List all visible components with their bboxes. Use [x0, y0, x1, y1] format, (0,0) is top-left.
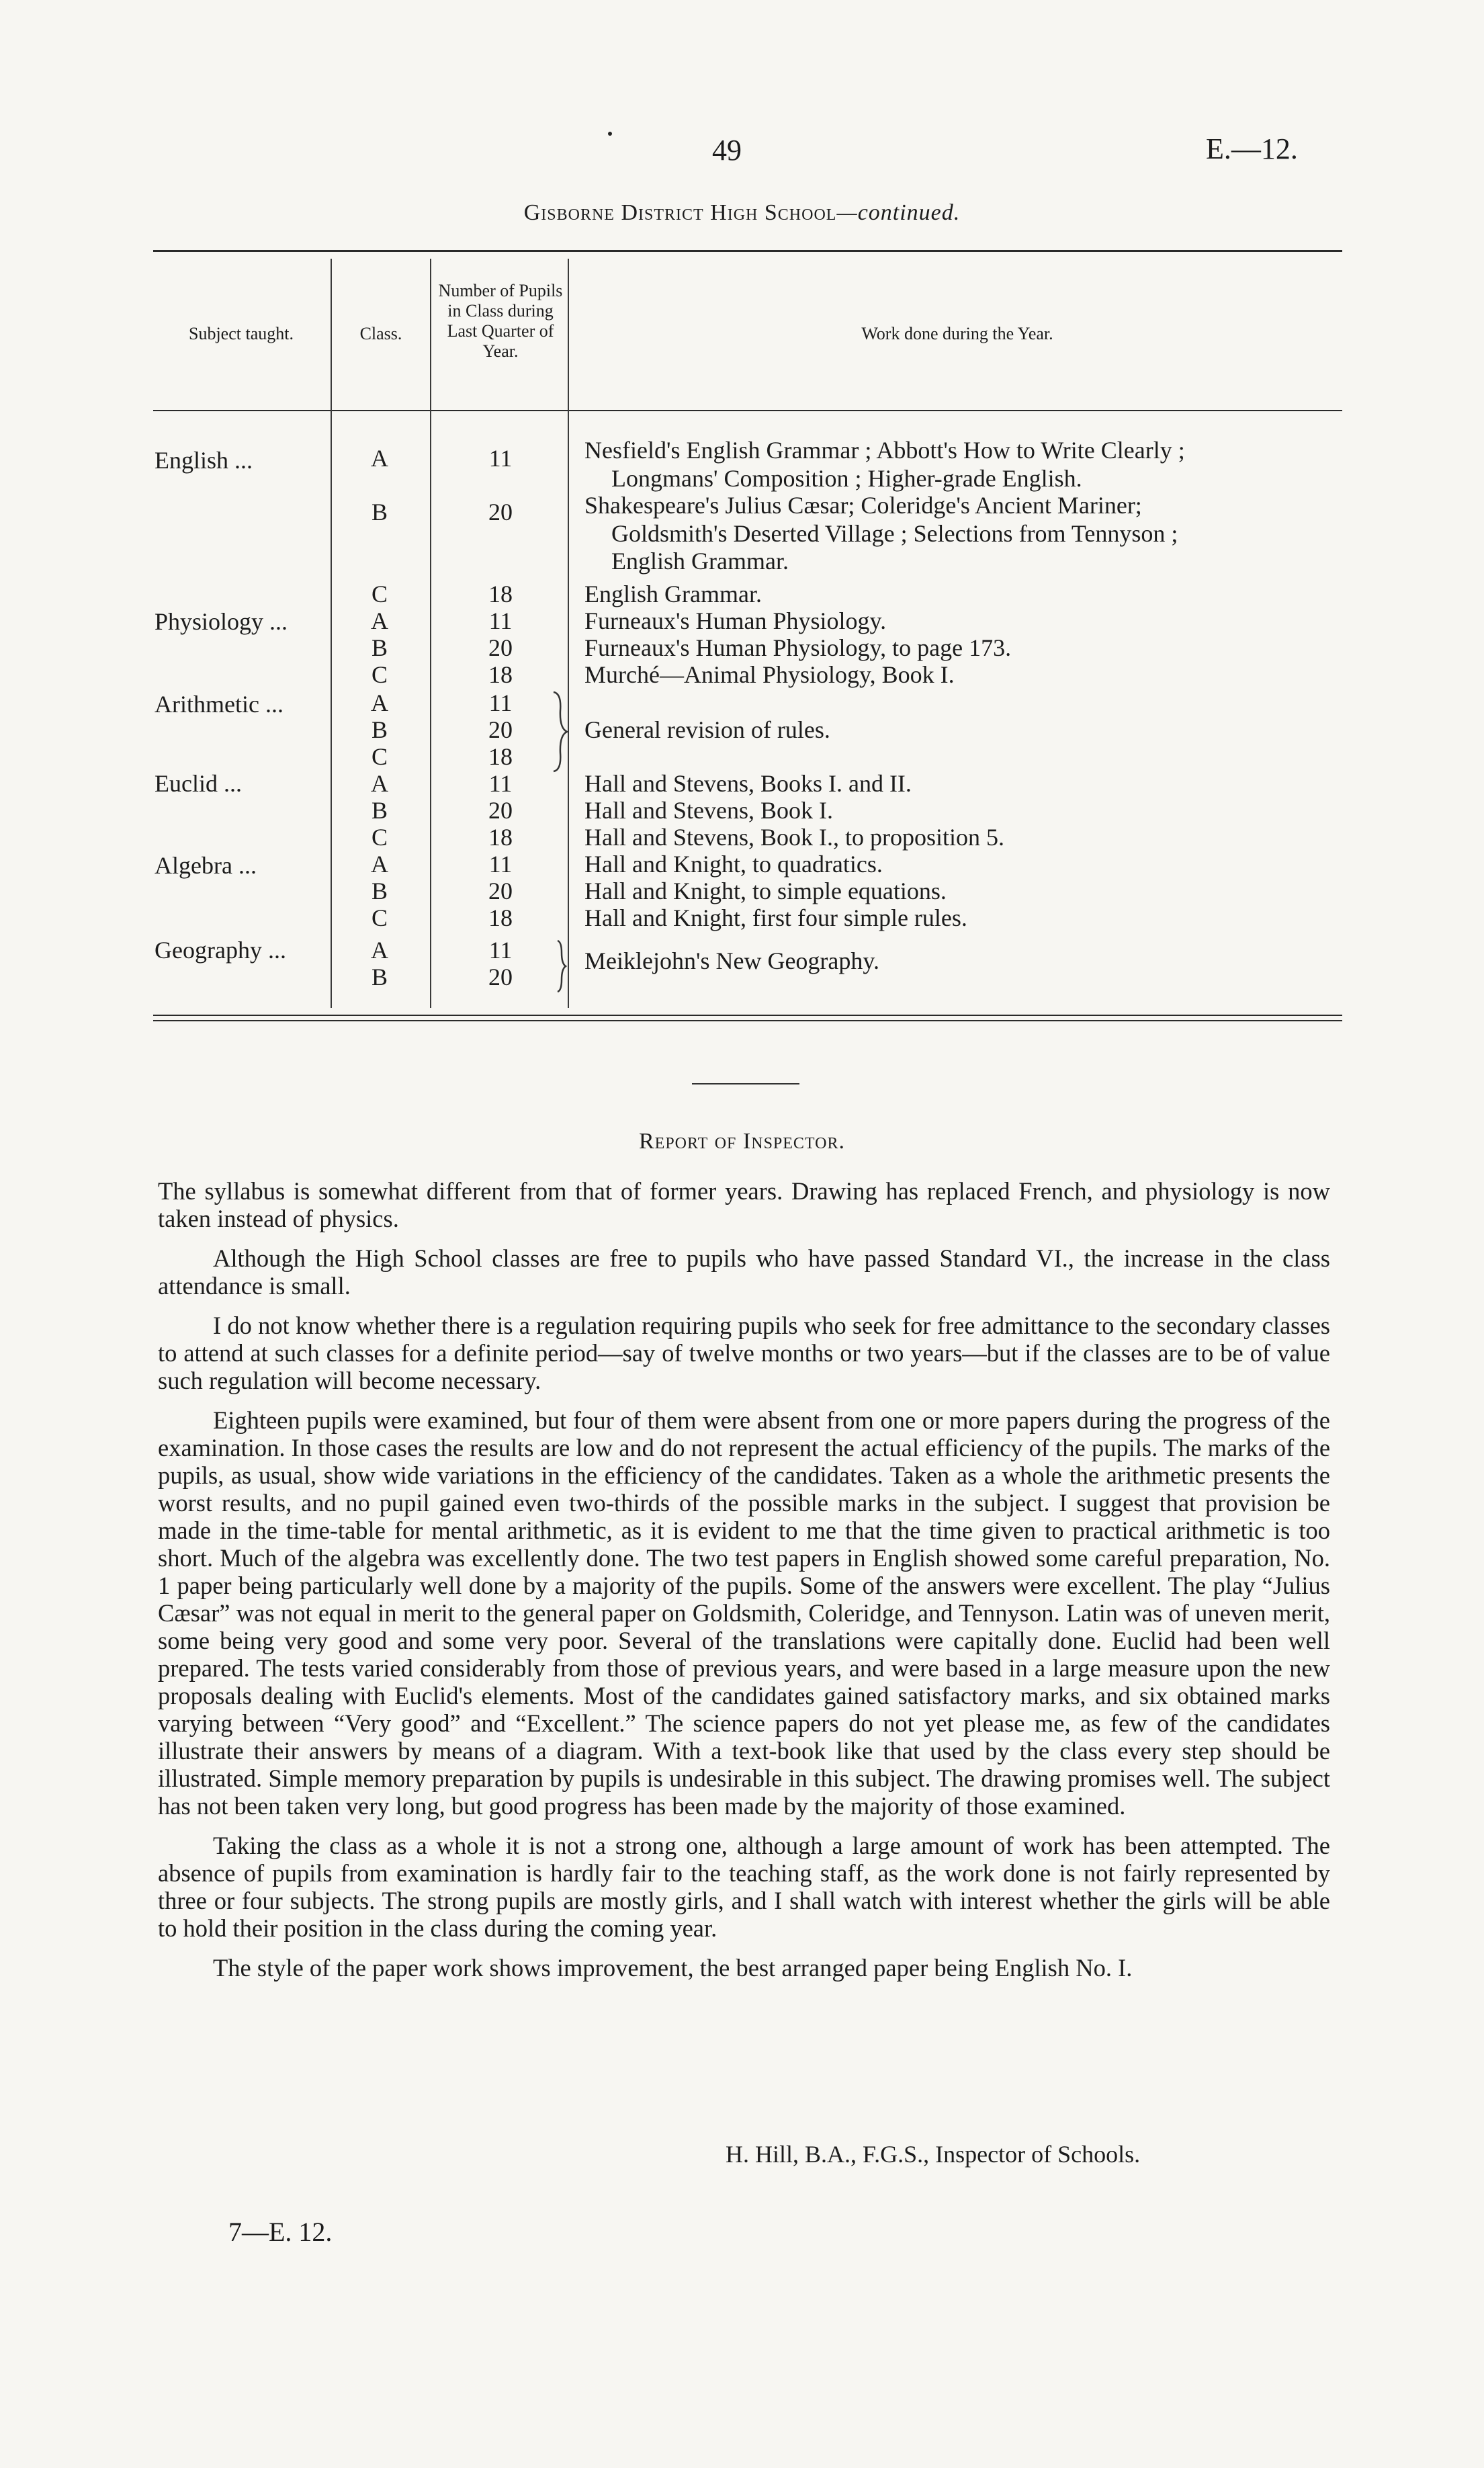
table-row-pupils: 18	[488, 824, 513, 851]
table-row-work: Furneaux's Human Physiology.	[584, 607, 887, 634]
table-row-pupils: 18	[488, 904, 513, 931]
table-row-work: Murché—Animal Physiology, Book I.	[584, 661, 955, 688]
col-header-class: Class.	[359, 324, 402, 343]
table-row-work: General revision of rules.	[584, 716, 830, 743]
report-paragraph: The syllabus is somewhat different from that of former years. Drawing has replaced French, and physiology is now taken instead of physics.	[158, 1177, 1330, 1232]
report-title	[0, 1129, 1484, 1154]
table-row-work: Furneaux's Human Physiology, to page 173.	[584, 634, 1012, 661]
table-row-work: Goldsmith's Deserted Village ; Selections from Tennyson ;	[611, 520, 1178, 547]
table-row-class: A	[371, 689, 388, 716]
table-row-class: B	[371, 716, 388, 743]
table-row-class: B	[371, 964, 388, 990]
table-row-pupils: 20	[488, 964, 513, 990]
table-row-subject: Geography ...	[155, 937, 286, 964]
col-divider-2	[430, 259, 431, 1008]
table-row-work: Nesfield's English Grammar ; Abbott's How to Write Clearly ;	[584, 437, 1185, 464]
table-row-class: B	[371, 634, 388, 661]
brace-icon	[551, 691, 571, 773]
school-name: Gisborne District High School	[523, 200, 837, 225]
report-paragraph: Eighteen pupils were examined, but four of them were absent from one or more papers during the progress of the examination. In those cases the results are low and do not represent the actual efficiency of the pupils. The marks of the pupils, as usual, show wide variations in the efficiency of the candidates. Taken as a whole the arithmetic presents the worst results, and no pupil gained even two-thirds of the possible marks in the subject. I suggest that provision be made in the time-table for mental arithmetic, as it is evident to me that the time given to practical arithmetic is too short. Much of the algebra was excellently done. The two test papers in English showed some careful preparation, No. 1 paper being particularly well done by a majority of the pupils. Some of the answers were excellent. The play “Julius Cæsar” was not equal in merit to the general paper on Goldsmith, Coleridge, and Tennyson. Latin was of uneven merit, some being very good and some very poor. Several of the translations were capitally done. Euclid had been well prepared. The tests varied considerably from those of previous years, and were based in a large measure upon the new proposals dealing with Euclid's elements. Most of the candidates gained satisfactory marks, and six obtained marks varying between “Very good” and “Excellent.” The science papers do not yet please me, as few of the candidates illustrate their answers by means of a diagram. With a text-book like that used by the class every step should be illustrated. Simple memory preparation by pupils is undesirable in this subject. The drawing promises well. The subject has not been taken very long, but good progress has been made by the majority of those examined.	[158, 1406, 1331, 1820]
table-row-work: English Grammar.	[584, 581, 762, 607]
table-row-pupils: 11	[488, 937, 513, 964]
table-row-work: Longmans' Composition ; Higher-grade English.	[611, 465, 1082, 492]
table-row-work: Hall and Knight, to simple equations.	[584, 878, 947, 904]
table-row-pupils: 11	[488, 607, 513, 634]
report-paragraph: I do not know whether there is a regulation requiring pupils who seek for free admittance to the secondary classes to attend at such classes for a definite period—say of twelve months or two years—but if the classes are to be of value such regulation will become necessary.	[158, 1312, 1330, 1394]
table-top-rule	[153, 250, 1342, 252]
report-paragraph: The style of the paper work shows improvement, the best arranged paper being English No. I.	[213, 1954, 1133, 1982]
table-row-class: C	[371, 743, 388, 770]
table-row-class: C	[371, 904, 388, 931]
table-row-pupils: 11	[488, 770, 513, 797]
table-row-work: Hall and Knight, to quadratics.	[584, 851, 883, 878]
inspector-signature: H. Hill, B.A., F.G.S., Inspector of Schools.	[726, 2141, 1141, 2168]
table-row-class: B	[371, 797, 388, 824]
table-row-pupils: 20	[488, 634, 513, 661]
print-speck	[608, 132, 612, 136]
table-row-class: A	[371, 937, 388, 964]
table-row-class: A	[371, 770, 388, 797]
report-paragraph: Although the High School classes are free to pupils who have passed Standard VI., the increase in the class attendance is small.	[158, 1244, 1330, 1300]
table-row-subject: English ...	[155, 447, 253, 474]
table-row-pupils: 20	[488, 499, 513, 525]
table-row-subject: Algebra ...	[155, 852, 257, 879]
page-number: 49	[712, 134, 742, 167]
table-row-work: Hall and Stevens, Book I., to proposition 5.	[584, 824, 1004, 851]
table-row-pupils: 20	[488, 797, 513, 824]
col-divider-1	[331, 259, 332, 1008]
table-row-class: C	[371, 661, 388, 688]
table-row-subject: Euclid ...	[155, 770, 242, 797]
table-row-pupils: 20	[488, 878, 513, 904]
school-title	[0, 200, 1484, 226]
table-row-pupils: 11	[488, 851, 513, 878]
table-row-work: Meiklejohn's New Geography.	[584, 947, 880, 974]
table-row-pupils: 20	[488, 716, 513, 743]
table-row-pupils: 11	[488, 445, 513, 472]
table-bottom-rule-2	[153, 1020, 1342, 1021]
table-row-pupils: 11	[488, 689, 513, 716]
report-paragraph: Taking the class as a whole it is not a strong one, although a large amount of work has been attempted. The absence of pupils from examination is hardly fair to the teaching staff, as the work done is not fairly represented by three or four subjects. The strong pupils are mostly girls, and I shall watch with interest whether the girls will be able to hold their position in the class during the coming year.	[158, 1832, 1330, 1942]
table-row-pupils: 18	[488, 743, 513, 770]
table-row-class: A	[371, 851, 388, 878]
report-title-text: Report of Inspector.	[638, 1129, 845, 1154]
col-divider-3	[568, 259, 569, 1008]
table-row-class: C	[371, 824, 388, 851]
table-row-class: B	[371, 499, 388, 525]
table-row-work: Hall and Stevens, Books I. and II.	[584, 770, 912, 797]
table-row-class: A	[371, 607, 388, 634]
col-header-subject: Subject taught.	[189, 324, 294, 343]
table-row-class: C	[371, 581, 388, 607]
table-row-pupils: 18	[488, 661, 513, 688]
section-divider	[692, 1083, 799, 1084]
document-reference: E.—12.	[1206, 132, 1298, 165]
school-title-suffix: —continued.	[836, 200, 961, 225]
col-header-pupils: Number of Pupils in Class during Last Quarter of Year.	[438, 281, 563, 361]
brace-icon	[555, 939, 568, 993]
table-row-pupils: 18	[488, 581, 513, 607]
table-row-work: Hall and Stevens, Book I.	[584, 797, 833, 824]
table-row-class: A	[371, 445, 388, 472]
report-body	[158, 1177, 1330, 1994]
table-row-work: Shakespeare's Julius Cæsar; Coleridge's Ancient Mariner;	[584, 492, 1142, 519]
col-header-work: Work done during the Year.	[861, 324, 1053, 343]
table-bottom-rule	[153, 1015, 1342, 1016]
table-row-work: Hall and Knight, first four simple rules.	[584, 904, 967, 931]
table-row-class: B	[371, 878, 388, 904]
table-row-subject: Physiology ...	[155, 608, 288, 635]
footer-reference: 7—E. 12.	[228, 2217, 333, 2247]
table-row-subject: Arithmetic ...	[155, 691, 283, 718]
table-row-work: English Grammar.	[611, 548, 789, 575]
